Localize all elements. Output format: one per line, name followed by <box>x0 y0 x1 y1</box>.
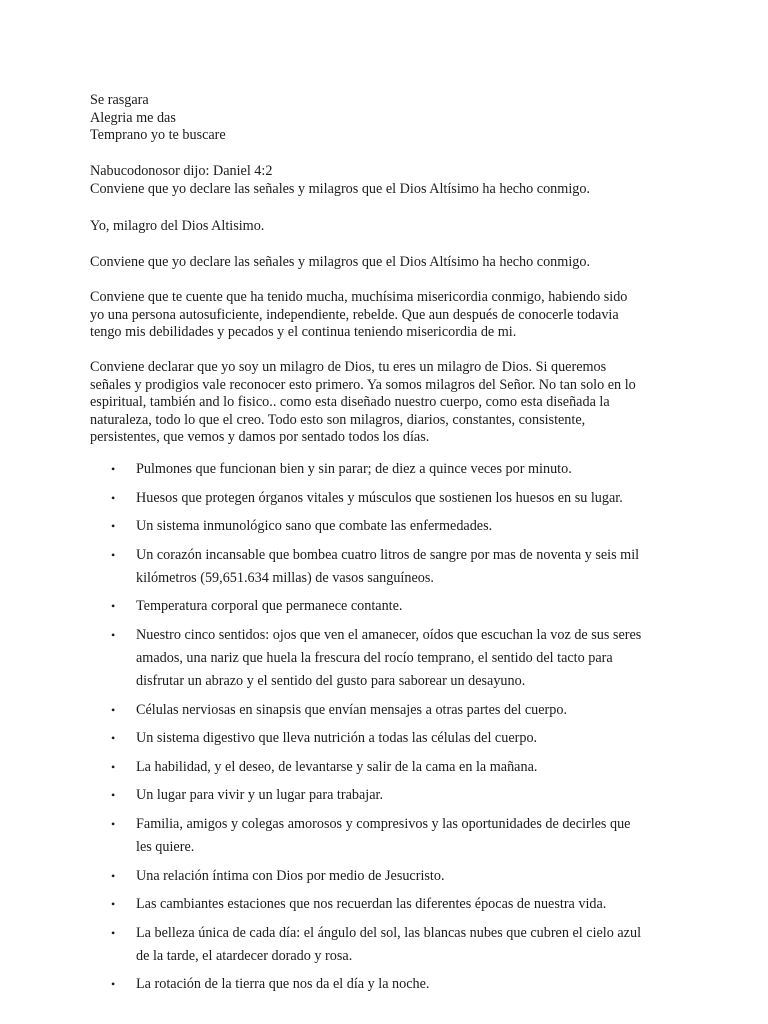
bullet-text: Temperatura corporal que permanece contante. <box>136 598 403 615</box>
bullet-text: de la tarde, el atardecer dorado y rosa. <box>136 947 353 964</box>
bullet-icon: • <box>111 599 116 614</box>
bullet-text: La belleza única de cada día: el ángulo del sol, las blancas nubes que cubren el cielo azul <box>136 924 642 941</box>
bullet-text: Un corazón incansable que bombea cuatro litros de sangre por mas de noventa y seis mil <box>136 546 640 563</box>
bullet-icon: • <box>111 759 116 774</box>
mercy-paragraph <box>90 289 690 342</box>
bullet-text: Un sistema inmunológico sano que combate las enfermedades. <box>136 518 493 535</box>
miracle-line: Yo, milagro del Dios Altisimo. <box>90 218 265 234</box>
bullet-item <box>90 893 690 916</box>
bullet-text: kilómetros (59,651.634 millas) de vasos sanguíneos. <box>136 569 434 586</box>
miracles-bullet-list <box>90 458 690 1002</box>
paragraph-line: tengo mis debilidades y pecados y el continua teniendo misericordia de mi. <box>90 324 517 340</box>
bullet-item <box>90 973 690 996</box>
bullet-item <box>90 624 690 693</box>
repeat-quote-block <box>90 254 690 272</box>
paragraph-line: Conviene declarar que yo soy un milagro de Dios, tu eres un milagro de Dios. Si queremos <box>90 359 607 375</box>
bullet-icon: • <box>111 702 116 717</box>
bullet-icon: • <box>111 816 116 831</box>
paragraph-line: espiritual, también and lo fisico.. como esta diseñado nuestro cuerpo, como esta diseñada la <box>90 394 610 410</box>
bullet-text: Nuestro cinco sentidos: ojos que ven el amanecer, oídos que escuchan la voz de sus seres <box>136 626 642 643</box>
bullet-icon: • <box>111 868 116 883</box>
bullet-icon: • <box>111 925 116 940</box>
bullet-text: La rotación de la tierra que nos da el día y la noche. <box>136 976 430 993</box>
bullet-text: amados, una nariz que huela la frescura del rocío temprano, el sentido del tacto para <box>136 649 613 666</box>
bullet-item <box>90 813 690 859</box>
paragraph-line: señales y prodigios vale reconocer esto primero. Ya somos milagros del Señor. No tan solo en lo <box>90 376 636 393</box>
bullet-text: Las cambiantes estaciones que nos recuerdan las diferentes épocas de nuestra vida. <box>136 896 607 913</box>
bullet-item <box>90 727 690 750</box>
bullet-item <box>90 595 690 618</box>
paragraph-line: Conviene que te cuente que ha tenido mucha, muchísima misericordia conmigo, habiendo sido <box>90 289 628 305</box>
header-lines <box>90 92 690 145</box>
header-line: Alegria me das <box>90 109 176 126</box>
declare-paragraph <box>90 359 690 447</box>
bullet-icon: • <box>111 897 116 912</box>
bullet-icon: • <box>111 490 116 505</box>
bullet-item <box>90 458 690 481</box>
bullet-item <box>90 756 690 779</box>
header-line: Se rasgara <box>90 92 149 108</box>
paragraph-line: yo una persona autosuficiente, independiente, rebelde. Que aun después de conocerle todavia <box>90 306 619 323</box>
bullet-icon: • <box>111 977 116 992</box>
bullet-text: Un sistema digestivo que lleva nutrición a todas las células del cuerpo. <box>136 730 538 747</box>
bullet-icon: • <box>111 788 116 803</box>
scripture-reference: Nabucodonosor dijo: Daniel 4:2 <box>90 163 273 179</box>
header-line: Temprano yo te buscare <box>90 127 226 143</box>
bullet-icon: • <box>111 731 116 746</box>
bullet-item <box>90 784 690 807</box>
paragraph-line: persistentes, que vemos y damos por sentado todos los días. <box>90 429 430 445</box>
bullet-text: Huesos que protegen órganos vitales y músculos que sostienen los huesos en su lugar. <box>136 489 623 506</box>
bullet-icon: • <box>111 519 116 534</box>
bullet-text: les quiere. <box>136 838 195 855</box>
bullet-text: disfrutar un abrazo y el sentido del gusto para saborear un desayuno. <box>136 672 526 689</box>
bullet-icon: • <box>111 462 116 476</box>
bullet-item <box>90 515 690 538</box>
scripture-quote: Conviene que yo declare las señales y milagros que el Dios Altísimo ha hecho conmigo. <box>90 180 590 197</box>
bullet-text: Una relación íntima con Dios por medio de Jesucristo. <box>136 867 445 884</box>
bullet-text: Un lugar para vivir y un lugar para trabajar. <box>136 787 383 804</box>
bullet-text: Pulmones que funcionan bien y sin parar; de diez a quince veces por minuto. <box>136 461 572 477</box>
intro-block <box>90 163 690 198</box>
paragraph-line: naturaleza, todo lo que el creo. Todo esto son milagros, diarios, constantes, consistente, <box>90 411 586 428</box>
repeat-quote: Conviene que yo declare las señales y milagros que el Dios Altísimo ha hecho conmigo. <box>90 254 590 270</box>
bullet-icon: • <box>111 547 116 562</box>
bullet-item <box>90 487 690 510</box>
bullet-text: Células nerviosas en sinapsis que envían mensajes a otras partes del cuerpo. <box>136 701 568 718</box>
bullet-item <box>90 544 690 590</box>
bullet-item <box>90 922 690 968</box>
bullet-item <box>90 699 690 722</box>
bullet-icon: • <box>111 627 116 642</box>
bullet-item <box>90 865 690 888</box>
bullet-text: La habilidad, y el deseo, de levantarse y salir de la cama en la mañana. <box>136 758 538 775</box>
miracle-heading <box>90 218 690 236</box>
bullet-text: Familia, amigos y colegas amorosos y compresivos y las oportunidades de decirles que <box>136 815 631 832</box>
